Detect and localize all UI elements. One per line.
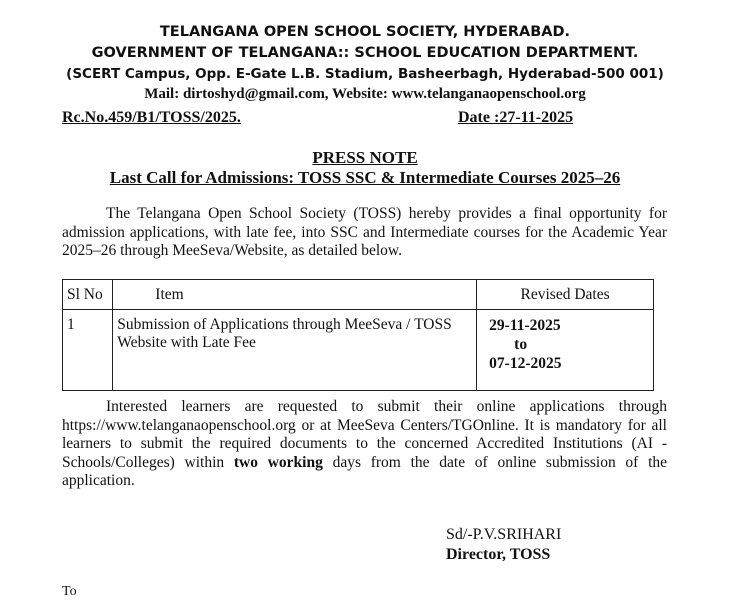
table-header-row <box>63 280 654 310</box>
instructions-text-end: days from the date of online submission of the application. <box>62 453 668 489</box>
reference-number: Rc.No.459/B1/TOSS/2025. <box>62 109 241 126</box>
footer-fragment: To <box>62 584 77 599</box>
header-society-name: TELANGANA OPEN SCHOOL SOCIETY, HYDERABAD. <box>159 24 571 40</box>
press-note-subheading: Last Call for Admissions: TOSS SSC & Intermediate Courses 2025–26 <box>109 168 621 187</box>
header-department: GOVERNMENT OF TELANGANA:: SCHOOL EDUCATION DEPARTMENT. <box>91 45 639 61</box>
cell-sl-no: 1 <box>63 310 113 391</box>
date-from: 29-11-2025 <box>489 317 561 334</box>
intro-paragraph: The Telangana Open School Society (TOSS) hereby provides a final opportunity for admission applications, with late fee, into SSC and Intermediate courses for the Academic Year 2025–26 through MeeSeva/Website, as detailed below. <box>62 205 667 259</box>
press-note-heading: PRESS NOTE <box>312 148 418 167</box>
instructions-text-start: Interested learners are requested to submit their online applications through https://www.telanganaopenschool.org or at MeeSeva Centers/TGOnline. It is mandatory for all learners to submit the required documents to the concerned Accredited Institutions (AI - Schools/Colleges) within <box>62 398 667 471</box>
instructions-emphasis: two working <box>233 453 323 471</box>
header-contact: Mail: dirtoshyd@gmail.com, Website: www.telanganaopenschool.org <box>144 86 586 102</box>
cell-item: Submission of Applications through MeeSeva / TOSS Website with Late Fee <box>113 310 477 391</box>
header-item: Item <box>113 280 477 310</box>
signature-designation: Director, TOSS <box>446 546 551 563</box>
date-separator: to <box>514 336 528 353</box>
signature-name: Sd/-P.V.SRIHARI <box>446 526 562 543</box>
cell-revised-dates <box>477 310 654 391</box>
header-address: (SCERT Campus, Opp. E-Gate L.B. Stadium, Basheerbagh, Hyderabad-500 001) <box>66 66 664 82</box>
date-to: 07-12-2025 <box>489 355 562 372</box>
table-row <box>63 310 654 391</box>
header-revised-dates: Revised Dates <box>477 280 654 310</box>
reference-date: Date :27-11-2025 <box>458 109 574 126</box>
header-sl-no: Sl No <box>63 280 113 310</box>
instructions-paragraph <box>62 398 667 491</box>
schedule-table <box>62 279 654 391</box>
